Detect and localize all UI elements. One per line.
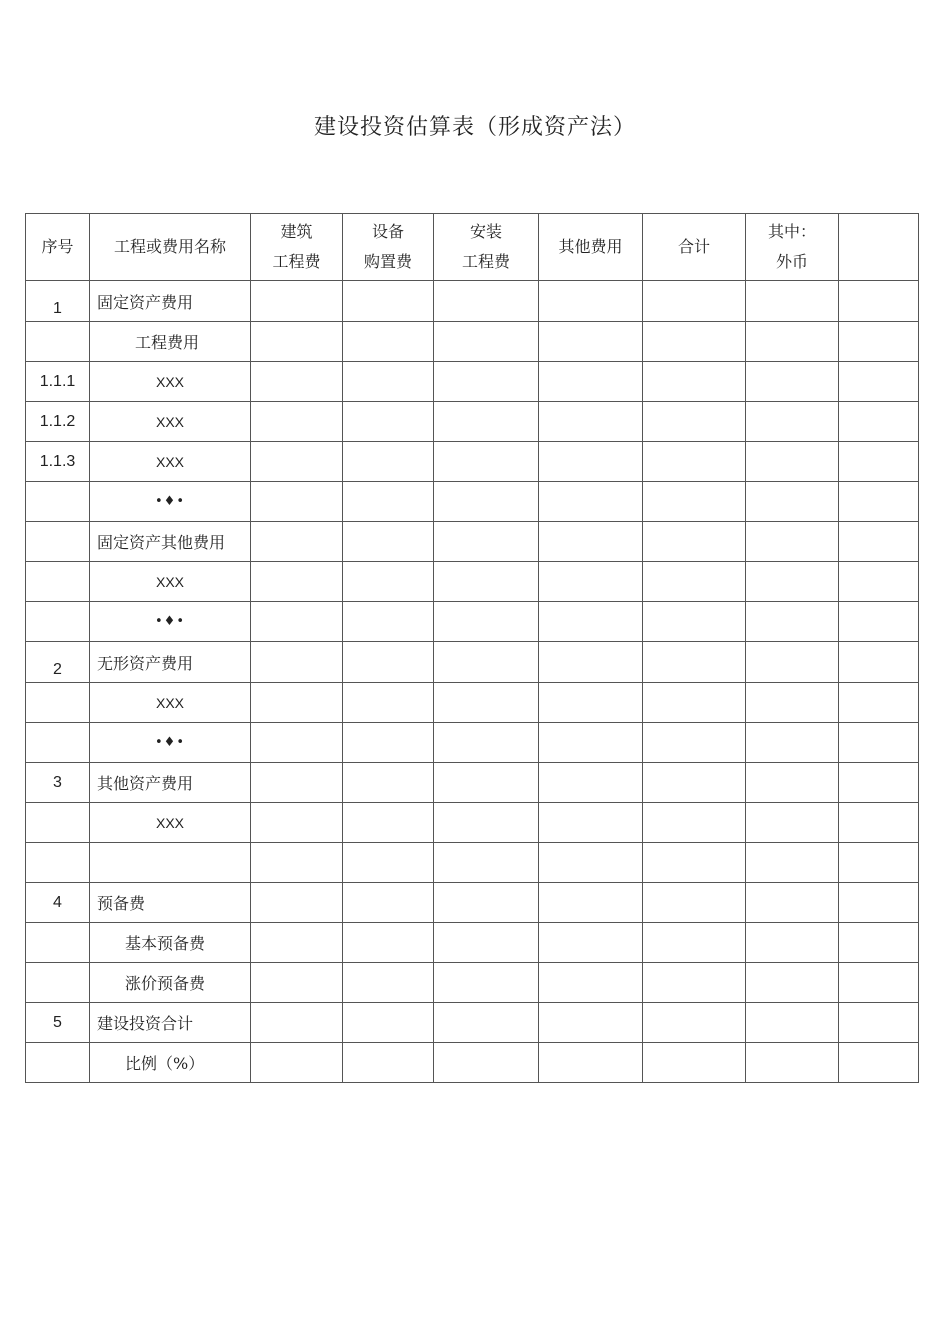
value-cell[interactable]: [343, 362, 434, 402]
table-row: [26, 923, 919, 963]
value-cell[interactable]: [839, 923, 919, 963]
value-cell[interactable]: [539, 322, 643, 362]
row-name: XXX: [90, 402, 251, 442]
row-seq: [26, 843, 90, 883]
header-total: 合计: [643, 214, 746, 281]
header-other-cost: 其他费用: [539, 214, 643, 281]
value-cell[interactable]: [746, 723, 839, 763]
header-seq: 序号: [26, 214, 90, 281]
value-cell[interactable]: [746, 362, 839, 402]
value-cell[interactable]: [434, 602, 539, 642]
value-cell[interactable]: [343, 642, 434, 683]
table-row: [26, 602, 919, 642]
table-row: [26, 683, 919, 723]
value-cell[interactable]: [539, 1003, 643, 1043]
table-row: [26, 843, 919, 883]
value-cell[interactable]: [343, 442, 434, 482]
table-row: [26, 1043, 919, 1083]
value-cell[interactable]: [746, 803, 839, 843]
value-cell[interactable]: [251, 923, 343, 963]
value-cell[interactable]: [643, 723, 746, 763]
value-cell[interactable]: [839, 1003, 919, 1043]
value-cell[interactable]: [343, 683, 434, 723]
value-cell[interactable]: [539, 803, 643, 843]
value-cell[interactable]: [839, 322, 919, 362]
row-seq: [26, 803, 90, 843]
row-seq: 1.1.2: [26, 402, 90, 442]
row-seq: [26, 562, 90, 602]
table-row: [26, 402, 919, 442]
value-cell[interactable]: [434, 562, 539, 602]
value-cell[interactable]: [434, 1003, 539, 1043]
value-cell[interactable]: [643, 1043, 746, 1083]
row-name: XXX: [90, 442, 251, 482]
value-cell[interactable]: [839, 803, 919, 843]
row-name: XXX: [90, 562, 251, 602]
value-cell[interactable]: [746, 683, 839, 723]
value-cell[interactable]: [746, 763, 839, 803]
row-name: 建设投资合计: [90, 1003, 251, 1043]
table-row: [26, 963, 919, 1003]
value-cell[interactable]: [251, 642, 343, 683]
value-cell[interactable]: [251, 362, 343, 402]
value-cell[interactable]: [434, 322, 539, 362]
value-cell[interactable]: [839, 602, 919, 642]
header-blank: [839, 214, 919, 281]
value-cell[interactable]: [434, 642, 539, 683]
value-cell[interactable]: [343, 402, 434, 442]
value-cell[interactable]: [251, 442, 343, 482]
row-name: 固定资产费用: [90, 281, 251, 322]
row-seq: [26, 322, 90, 362]
value-cell[interactable]: [539, 402, 643, 442]
value-cell[interactable]: [539, 883, 643, 923]
row-seq: 2: [26, 642, 90, 683]
row-seq: [26, 963, 90, 1003]
value-cell[interactable]: [746, 642, 839, 683]
value-cell[interactable]: [643, 281, 746, 322]
value-cell[interactable]: [839, 522, 919, 562]
value-cell[interactable]: [643, 482, 746, 522]
row-seq: 4: [26, 883, 90, 923]
header-installation-cost: 安装 工程费: [434, 214, 539, 281]
value-cell[interactable]: [251, 482, 343, 522]
value-cell[interactable]: [251, 843, 343, 883]
value-cell[interactable]: [343, 843, 434, 883]
value-cell[interactable]: [434, 803, 539, 843]
table-row: [26, 482, 919, 522]
value-cell[interactable]: [251, 723, 343, 763]
row-seq: [26, 602, 90, 642]
page-title: 建设投资估算表（形成资产法）: [313, 115, 636, 140]
table-row: [26, 442, 919, 482]
value-cell[interactable]: [746, 522, 839, 562]
value-cell[interactable]: [643, 923, 746, 963]
value-cell[interactable]: [539, 281, 643, 322]
value-cell[interactable]: [434, 1043, 539, 1083]
value-cell[interactable]: [539, 963, 643, 1003]
value-cell[interactable]: [343, 883, 434, 923]
value-cell[interactable]: [251, 402, 343, 442]
table-row: [26, 883, 919, 923]
table-row: [26, 362, 919, 402]
row-name: •♦•: [90, 482, 251, 522]
row-name: [90, 843, 251, 883]
value-cell[interactable]: [746, 963, 839, 1003]
value-cell[interactable]: [643, 963, 746, 1003]
value-cell[interactable]: [343, 803, 434, 843]
table-row: [26, 522, 919, 562]
value-cell[interactable]: [839, 763, 919, 803]
value-cell[interactable]: [839, 843, 919, 883]
row-name: XXX: [90, 683, 251, 723]
value-cell[interactable]: [643, 362, 746, 402]
value-cell[interactable]: [434, 843, 539, 883]
value-cell[interactable]: [434, 883, 539, 923]
value-cell[interactable]: [539, 763, 643, 803]
table-row: [26, 1003, 919, 1043]
value-cell[interactable]: [839, 362, 919, 402]
value-cell[interactable]: [643, 322, 746, 362]
row-name: 固定资产其他费用: [90, 522, 251, 562]
value-cell[interactable]: [839, 1043, 919, 1083]
row-name: 基本预备费: [90, 923, 251, 963]
value-cell[interactable]: [839, 642, 919, 683]
value-cell[interactable]: [434, 281, 539, 322]
value-cell[interactable]: [343, 482, 434, 522]
value-cell[interactable]: [251, 602, 343, 642]
row-seq: 1: [26, 281, 90, 322]
value-cell[interactable]: [746, 883, 839, 923]
row-seq: [26, 683, 90, 723]
value-cell[interactable]: [746, 562, 839, 602]
value-cell[interactable]: [839, 402, 919, 442]
value-cell[interactable]: [343, 923, 434, 963]
row-seq: [26, 482, 90, 522]
value-cell[interactable]: [251, 963, 343, 1003]
row-name: 预备费: [90, 883, 251, 923]
value-cell[interactable]: [643, 803, 746, 843]
row-name: 无形资产费用: [90, 642, 251, 683]
header-row: [26, 214, 919, 281]
value-cell[interactable]: [643, 442, 746, 482]
value-cell[interactable]: [746, 322, 839, 362]
row-name: 其他资产费用: [90, 763, 251, 803]
value-cell[interactable]: [746, 1003, 839, 1043]
value-cell[interactable]: [839, 883, 919, 923]
value-cell[interactable]: [643, 602, 746, 642]
header-foreign-currency: 其中： 外币: [746, 214, 839, 281]
value-cell[interactable]: [434, 763, 539, 803]
value-cell[interactable]: [539, 683, 643, 723]
value-cell[interactable]: [643, 642, 746, 683]
value-cell[interactable]: [343, 763, 434, 803]
row-name: XXX: [90, 803, 251, 843]
value-cell[interactable]: [539, 723, 643, 763]
row-name: 工程费用: [90, 322, 251, 362]
investment-estimate-table: [25, 213, 919, 1083]
value-cell[interactable]: [251, 522, 343, 562]
table-row: [26, 281, 919, 322]
value-cell[interactable]: [434, 923, 539, 963]
value-cell[interactable]: [746, 281, 839, 322]
value-cell[interactable]: [251, 683, 343, 723]
value-cell[interactable]: [539, 602, 643, 642]
value-cell[interactable]: [251, 763, 343, 803]
value-cell[interactable]: [746, 442, 839, 482]
value-cell[interactable]: [643, 562, 746, 602]
value-cell[interactable]: [643, 522, 746, 562]
value-cell[interactable]: [643, 763, 746, 803]
value-cell[interactable]: [839, 281, 919, 322]
value-cell[interactable]: [539, 362, 643, 402]
value-cell[interactable]: [434, 482, 539, 522]
value-cell[interactable]: [539, 1043, 643, 1083]
value-cell[interactable]: [251, 322, 343, 362]
value-cell[interactable]: [343, 602, 434, 642]
row-seq: 3: [26, 763, 90, 803]
row-name: •♦•: [90, 723, 251, 763]
value-cell[interactable]: [251, 883, 343, 923]
row-name: 比例（%）: [90, 1043, 251, 1083]
table-row: [26, 723, 919, 763]
table-row: [26, 642, 919, 683]
row-seq: [26, 723, 90, 763]
row-seq: 5: [26, 1003, 90, 1043]
value-cell[interactable]: [343, 562, 434, 602]
table-row: [26, 803, 919, 843]
value-cell[interactable]: [746, 1043, 839, 1083]
header-construction-cost: 建筑 工程费: [251, 214, 343, 281]
value-cell[interactable]: [434, 362, 539, 402]
value-cell[interactable]: [746, 602, 839, 642]
value-cell[interactable]: [643, 883, 746, 923]
value-cell[interactable]: [251, 1043, 343, 1083]
value-cell[interactable]: [746, 482, 839, 522]
value-cell[interactable]: [539, 562, 643, 602]
value-cell[interactable]: [539, 482, 643, 522]
row-seq: [26, 923, 90, 963]
value-cell[interactable]: [434, 723, 539, 763]
row-name: 涨价预备费: [90, 963, 251, 1003]
value-cell[interactable]: [434, 963, 539, 1003]
value-cell[interactable]: [839, 963, 919, 1003]
row-seq: 1.1.1: [26, 362, 90, 402]
value-cell[interactable]: [539, 923, 643, 963]
header-equipment-cost: 设备 购置费: [343, 214, 434, 281]
value-cell[interactable]: [343, 522, 434, 562]
value-cell[interactable]: [643, 1003, 746, 1043]
value-cell[interactable]: [343, 963, 434, 1003]
value-cell[interactable]: [343, 1043, 434, 1083]
value-cell[interactable]: [343, 723, 434, 763]
value-cell[interactable]: [539, 843, 643, 883]
value-cell[interactable]: [251, 562, 343, 602]
table-row: [26, 322, 919, 362]
value-cell[interactable]: [251, 803, 343, 843]
value-cell[interactable]: [746, 843, 839, 883]
value-cell[interactable]: [434, 522, 539, 562]
value-cell[interactable]: [746, 402, 839, 442]
value-cell[interactable]: [643, 843, 746, 883]
value-cell[interactable]: [839, 683, 919, 723]
row-seq: [26, 522, 90, 562]
value-cell[interactable]: [839, 723, 919, 763]
value-cell[interactable]: [434, 402, 539, 442]
value-cell[interactable]: [343, 281, 434, 322]
value-cell[interactable]: [251, 281, 343, 322]
value-cell[interactable]: [746, 923, 839, 963]
row-seq: 1.1.3: [26, 442, 90, 482]
value-cell[interactable]: [539, 642, 643, 683]
value-cell[interactable]: [434, 683, 539, 723]
value-cell[interactable]: [839, 442, 919, 482]
row-name: •♦•: [90, 602, 251, 642]
value-cell[interactable]: [539, 442, 643, 482]
row-seq: [26, 1043, 90, 1083]
value-cell[interactable]: [251, 1003, 343, 1043]
header-item-name: 工程或费用名称: [90, 214, 251, 281]
table-row: [26, 763, 919, 803]
value-cell[interactable]: [839, 482, 919, 522]
value-cell[interactable]: [343, 322, 434, 362]
value-cell[interactable]: [839, 562, 919, 602]
table-row: [26, 562, 919, 602]
value-cell[interactable]: [643, 402, 746, 442]
value-cell[interactable]: [343, 1003, 434, 1043]
value-cell[interactable]: [539, 522, 643, 562]
value-cell[interactable]: [643, 683, 746, 723]
value-cell[interactable]: [434, 442, 539, 482]
row-name: XXX: [90, 362, 251, 402]
